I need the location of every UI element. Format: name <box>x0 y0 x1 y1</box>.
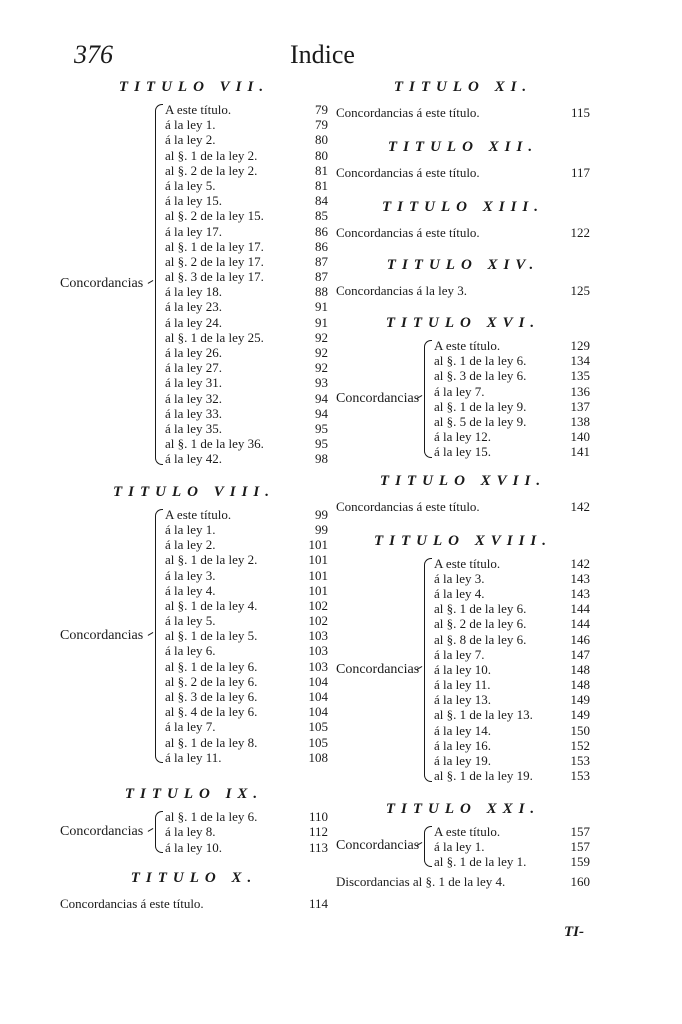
entry-text: á la ley 18. <box>165 284 223 300</box>
entry-page-number: 86 <box>315 223 328 239</box>
entry-text: al §. 2 de la ley 15. <box>165 208 264 224</box>
index-entry <box>165 163 328 178</box>
index-entry <box>434 692 590 707</box>
brace-icon <box>424 340 432 458</box>
group-label: Concordancias <box>336 838 420 854</box>
entry-text: al §. 1 de la ley 25. <box>165 329 264 345</box>
entry-page-number: 129 <box>570 338 590 353</box>
entry-page-number: 101 <box>308 552 328 568</box>
entry-list <box>165 507 328 765</box>
concordancias-group <box>336 338 590 460</box>
index-entry <box>165 840 328 855</box>
entry-text: al §. 1 de la ley 19. <box>434 768 533 784</box>
titulo-section <box>336 250 590 302</box>
group-label: Concordancias <box>60 823 144 839</box>
index-entry <box>434 353 590 368</box>
index-entry <box>165 102 328 117</box>
entry-page-number: 104 <box>308 689 328 705</box>
index-entry <box>165 628 328 643</box>
index-entry <box>165 345 328 360</box>
entry-page-number: 105 <box>308 719 328 735</box>
index-entry <box>165 613 328 628</box>
titulo-section <box>336 526 590 784</box>
entry-page-number: 105 <box>308 734 328 750</box>
page-number: 376 <box>74 40 113 69</box>
index-entry <box>165 315 328 330</box>
entry-page-number: 85 <box>315 208 328 224</box>
entry-list <box>434 338 590 460</box>
entry-text: al §. 1 de la ley 2. <box>165 552 258 568</box>
index-entry <box>165 330 328 345</box>
entry-text: al §. 1 de la ley 36. <box>165 436 264 452</box>
entry-text: Concordancias á este título. <box>336 165 480 180</box>
entry-text: al §. 1 de la ley 13. <box>434 707 533 723</box>
index-entry <box>434 586 590 601</box>
entry-text: á la ley 2. <box>165 537 216 553</box>
entry-text: Concordancias á este título. <box>336 225 480 240</box>
entry-page-number: 92 <box>315 329 328 345</box>
index-entry <box>434 839 590 854</box>
entry-page-number: 101 <box>308 567 328 583</box>
entry-text: á la ley 1. <box>434 838 485 854</box>
index-entry <box>336 102 590 124</box>
index-entry <box>434 338 590 353</box>
entry-text: á la ley 1. <box>165 521 216 537</box>
entry-page-number: 80 <box>315 132 328 148</box>
entry-text: Concordancias á este título. <box>60 895 204 911</box>
index-entry <box>165 750 328 765</box>
entry-page-number: 91 <box>315 299 328 315</box>
brace-icon <box>155 811 163 853</box>
entry-text: á la ley 31. <box>165 375 223 391</box>
index-entry <box>165 522 328 537</box>
index-entry <box>434 854 590 869</box>
entry-page-number: 87 <box>315 269 328 285</box>
index-entry <box>165 299 328 314</box>
index-entry <box>434 753 590 768</box>
index-entry <box>165 659 328 674</box>
entry-page-number: 95 <box>315 420 328 436</box>
index-entry <box>434 768 590 783</box>
entry-page-number: 112 <box>308 824 328 840</box>
entry-text: á la ley 3. <box>165 567 216 583</box>
entry-text: á la ley 27. <box>165 360 223 376</box>
entry-text: al §. 2 de la ley 6. <box>434 616 527 632</box>
index-entry <box>434 662 590 677</box>
entry-page-number: 153 <box>570 753 590 769</box>
index-entry <box>165 360 328 375</box>
entry-page-number: 146 <box>570 631 590 647</box>
concordancias-group <box>60 102 328 467</box>
index-entry <box>434 444 590 459</box>
index-entry <box>165 674 328 689</box>
brace-icon <box>155 509 163 763</box>
index-entry <box>165 735 328 750</box>
entry-page-number: 142 <box>570 498 590 514</box>
index-entry <box>165 224 328 239</box>
entry-text: á la ley 5. <box>165 177 216 193</box>
index-entry <box>434 429 590 444</box>
index-entry <box>165 254 328 269</box>
titulo-heading: TITULO XXI. <box>385 800 541 817</box>
index-entry <box>434 384 590 399</box>
entry-text: á la ley 10. <box>165 839 223 855</box>
entry-text: Concordancias á este título. <box>336 498 480 514</box>
titulo-heading: TITULO VII. <box>118 79 270 95</box>
entry-page-number: 141 <box>570 444 590 460</box>
index-entry <box>434 399 590 414</box>
entry-text: A este título. <box>434 823 501 839</box>
entry-text: á la ley 7. <box>165 719 216 735</box>
group-label: Concordancias <box>60 276 144 292</box>
group-label: Concordancias <box>336 390 420 406</box>
entry-text: á la ley 24. <box>165 314 223 330</box>
titulo-section <box>60 72 328 467</box>
index-entry <box>165 193 328 208</box>
entry-text: al §. 8 de la ley 6. <box>434 631 527 647</box>
titulo-heading: TITULO XVII. <box>379 472 547 489</box>
index-entry <box>336 280 590 302</box>
entry-page-number: 142 <box>570 555 590 571</box>
entry-page-number: 84 <box>315 193 328 209</box>
index-entry <box>336 222 590 244</box>
concordancias-group <box>336 824 590 870</box>
index-entry <box>434 368 590 383</box>
entry-page-number: 103 <box>308 628 328 644</box>
titulo-section <box>60 779 328 855</box>
index-entry <box>165 643 328 658</box>
index-entry <box>434 616 590 631</box>
entry-page-number: 94 <box>315 390 328 406</box>
entry-page-number: 81 <box>315 162 328 178</box>
index-entry <box>165 507 328 522</box>
entry-page-number: 102 <box>308 613 328 629</box>
entry-page-number: 101 <box>308 582 328 598</box>
entry-text: al §. 1 de la ley 9. <box>434 398 527 414</box>
index-entry <box>165 552 328 567</box>
entry-text: A este título. <box>434 555 501 571</box>
titulo-section <box>336 132 590 184</box>
index-entry <box>165 239 328 254</box>
entry-text: al §. 1 de la ley 8. <box>165 734 258 750</box>
index-entry <box>434 707 590 722</box>
entry-text: á la ley 15. <box>434 444 492 460</box>
index-entry <box>165 269 328 284</box>
entry-text: al §. 1 de la ley 5. <box>165 628 258 644</box>
index-entry <box>434 601 590 616</box>
entry-list <box>434 556 590 784</box>
entry-text: A este título. <box>434 338 501 353</box>
titulo-section <box>60 477 328 765</box>
entry-page-number: 148 <box>570 661 590 677</box>
index-column-right <box>336 72 590 893</box>
entry-text: al §. 4 de la ley 6. <box>165 704 258 720</box>
entry-page-number: 86 <box>315 238 328 254</box>
entry-page-number: 114 <box>308 895 328 911</box>
group-label: Concordancias <box>60 627 144 643</box>
index-entry <box>434 632 590 647</box>
entry-text: al §. 2 de la ley 6. <box>165 673 258 689</box>
entry-text: A este título. <box>165 506 232 522</box>
entry-text: á la ley 4. <box>434 585 485 601</box>
index-entry <box>165 537 328 552</box>
entry-text: á la ley 7. <box>434 646 485 662</box>
entry-text: al §. 5 de la ley 9. <box>434 413 527 429</box>
entry-page-number: 81 <box>315 177 328 193</box>
entry-text: á la ley 11. <box>434 677 491 693</box>
entry-text: á la ley 35. <box>165 420 223 436</box>
entry-text: al §. 1 de la ley 6. <box>165 658 258 674</box>
index-entry <box>60 893 328 915</box>
entry-page-number: 108 <box>308 749 328 765</box>
entry-page-number: 99 <box>315 506 328 522</box>
entry-page-number: 80 <box>315 147 328 163</box>
entry-page-number: 136 <box>570 383 590 399</box>
catchword: TI- <box>564 924 584 940</box>
entry-text: al §. 1 de la ley 2. <box>165 147 258 163</box>
index-entry <box>434 738 590 753</box>
entry-page-number: 149 <box>570 692 590 708</box>
index-entry <box>165 208 328 223</box>
index-entry <box>165 809 328 824</box>
index-entry <box>165 148 328 163</box>
entry-text: al §. 2 de la ley 2. <box>165 162 258 178</box>
entry-text: al §. 3 de la ley 6. <box>434 368 527 384</box>
entry-text: A este título. <box>165 102 232 117</box>
index-entry <box>165 568 328 583</box>
entry-page-number: 159 <box>570 853 590 869</box>
titulo-section <box>336 308 590 460</box>
entry-page-number: 157 <box>570 838 590 854</box>
entry-text: al §. 3 de la ley 17. <box>165 269 264 285</box>
entry-text: á la ley 3. <box>434 570 485 586</box>
entry-text: al §. 1 de la ley 17. <box>165 238 264 254</box>
entry-page-number: 98 <box>315 451 328 467</box>
entry-page-number: 91 <box>315 314 328 330</box>
titulo-heading: TITULO X. <box>130 869 258 886</box>
index-entry <box>165 704 328 719</box>
index-entry <box>165 689 328 704</box>
entry-text: á la ley 26. <box>165 345 223 360</box>
entry-page-number: 117 <box>570 165 590 180</box>
brace-icon <box>155 104 163 465</box>
entry-page-number: 103 <box>308 658 328 674</box>
entry-text: Concordancias á la ley 3. <box>336 283 468 298</box>
entry-page-number: 102 <box>308 597 328 613</box>
concordancias-group <box>60 809 328 855</box>
index-entry <box>165 375 328 390</box>
entry-text: al §. 1 de la ley 6. <box>434 353 527 369</box>
entry-text: á la ley 10. <box>434 661 492 677</box>
entry-page-number: 104 <box>308 673 328 689</box>
entry-text: á la ley 16. <box>434 737 492 753</box>
entry-page-number: 152 <box>570 737 590 753</box>
brace-icon <box>424 826 432 868</box>
entry-page-number: 143 <box>570 570 590 586</box>
index-entry <box>165 583 328 598</box>
entry-page-number: 92 <box>315 345 328 360</box>
index-entry <box>434 824 590 839</box>
index-entry <box>434 723 590 738</box>
entry-text: á la ley 2. <box>165 132 216 148</box>
entry-page-number: 104 <box>308 704 328 720</box>
index-entry <box>165 406 328 421</box>
entry-text: á la ley 33. <box>165 405 223 421</box>
entry-text: al §. 2 de la ley 17. <box>165 253 264 269</box>
entry-text: á la ley 8. <box>165 824 216 840</box>
entry-text: al §. 1 de la ley 4. <box>165 597 258 613</box>
entry-page-number: 143 <box>570 585 590 601</box>
titulo-heading: TITULO XII. <box>387 139 539 155</box>
entry-text: á la ley 6. <box>165 643 216 659</box>
index-entry <box>165 117 328 132</box>
entry-page-number: 125 <box>570 283 590 298</box>
titulo-heading: TITULO XVIII. <box>373 532 552 549</box>
titulo-section <box>336 192 590 244</box>
index-entry <box>165 436 328 451</box>
entry-text: á la ley 12. <box>434 429 492 445</box>
concordancias-group <box>336 556 590 784</box>
entry-page-number: 150 <box>570 722 590 738</box>
titulo-section <box>336 466 590 518</box>
concordancias-group <box>60 507 328 765</box>
entry-list <box>434 824 590 870</box>
entry-page-number: 137 <box>570 398 590 414</box>
entry-page-number: 147 <box>570 646 590 662</box>
index-entry <box>165 391 328 406</box>
entry-text: á la ley 32. <box>165 390 223 406</box>
entry-page-number: 135 <box>570 368 590 384</box>
entry-page-number: 92 <box>315 360 328 376</box>
titulo-heading: TITULO XVI. <box>385 315 541 331</box>
titulo-section <box>60 863 328 915</box>
entry-list <box>165 809 328 855</box>
entry-text: á la ley 13. <box>434 692 492 708</box>
entry-page-number: 144 <box>570 616 590 632</box>
entry-page-number: 149 <box>570 707 590 723</box>
entry-text: á la ley 15. <box>165 193 223 209</box>
entry-page-number: 87 <box>315 253 328 269</box>
entry-page-number: 94 <box>315 405 328 421</box>
entry-text: al §. 1 de la ley 1. <box>434 853 527 869</box>
index-entry <box>336 871 590 893</box>
entry-text: Concordancias á este título. <box>336 105 480 120</box>
entry-text: á la ley 7. <box>434 383 485 399</box>
index-entry <box>165 598 328 613</box>
titulo-heading: TITULO VIII. <box>112 483 275 500</box>
entry-page-number: 160 <box>570 874 590 890</box>
entry-text: á la ley 17. <box>165 223 223 239</box>
entry-text: á la ley 42. <box>165 451 223 467</box>
index-entry <box>165 132 328 147</box>
entry-page-number: 153 <box>570 768 590 784</box>
entry-page-number: 115 <box>570 105 590 120</box>
index-entry <box>165 284 328 299</box>
entry-page-number: 140 <box>570 429 590 445</box>
titulo-section <box>336 72 590 124</box>
entry-text: á la ley 11. <box>165 749 222 765</box>
entry-text: á la ley 23. <box>165 299 223 315</box>
titulo-heading: TITULO XIV. <box>386 257 540 273</box>
entry-page-number: 157 <box>570 823 590 839</box>
index-entry <box>434 571 590 586</box>
entry-text: á la ley 4. <box>165 582 216 598</box>
brace-icon <box>424 558 432 782</box>
titulo-section <box>336 794 590 894</box>
index-entry <box>165 178 328 193</box>
entry-page-number: 122 <box>570 225 590 240</box>
entry-list <box>165 102 328 467</box>
entry-page-number: 110 <box>308 809 328 825</box>
entry-page-number: 95 <box>315 436 328 452</box>
index-column-left <box>60 72 328 915</box>
titulo-heading: TITULO XIII. <box>381 199 544 215</box>
index-entry <box>336 162 590 184</box>
entry-text: al §. 3 de la ley 6. <box>165 689 258 705</box>
entry-page-number: 148 <box>570 677 590 693</box>
titulo-heading: TITULO IX. <box>124 786 264 803</box>
index-entry <box>165 824 328 839</box>
index-entry <box>165 421 328 436</box>
entry-text: á la ley 14. <box>434 722 492 738</box>
entry-page-number: 99 <box>315 521 328 537</box>
entry-page-number: 113 <box>308 839 328 855</box>
entry-text: Discordancias al §. 1 de la ley 4. <box>336 874 506 890</box>
entry-page-number: 134 <box>570 353 590 369</box>
titulo-heading: TITULO XI. <box>393 79 533 95</box>
group-label: Concordancias <box>336 661 420 677</box>
entry-text: al §. 1 de la ley 6. <box>165 809 258 825</box>
index-entry <box>434 677 590 692</box>
entry-page-number: 88 <box>315 284 328 300</box>
index-entry <box>336 496 590 518</box>
entry-page-number: 93 <box>315 375 328 391</box>
entry-page-number: 103 <box>308 643 328 659</box>
entry-text: á la ley 5. <box>165 613 216 629</box>
entry-text: á la ley 1. <box>165 117 216 133</box>
entry-page-number: 79 <box>315 102 328 117</box>
index-entry <box>434 647 590 662</box>
entry-page-number: 144 <box>570 601 590 617</box>
entry-page-number: 101 <box>308 537 328 553</box>
index-entry <box>434 414 590 429</box>
entry-page-number: 79 <box>315 117 328 133</box>
entry-text: á la ley 19. <box>434 753 492 769</box>
entry-text: al §. 1 de la ley 6. <box>434 601 527 617</box>
index-entry <box>165 451 328 466</box>
entry-page-number: 138 <box>570 413 590 429</box>
index-entry <box>434 556 590 571</box>
index-entry <box>165 719 328 734</box>
page-title: Indice <box>290 40 355 69</box>
